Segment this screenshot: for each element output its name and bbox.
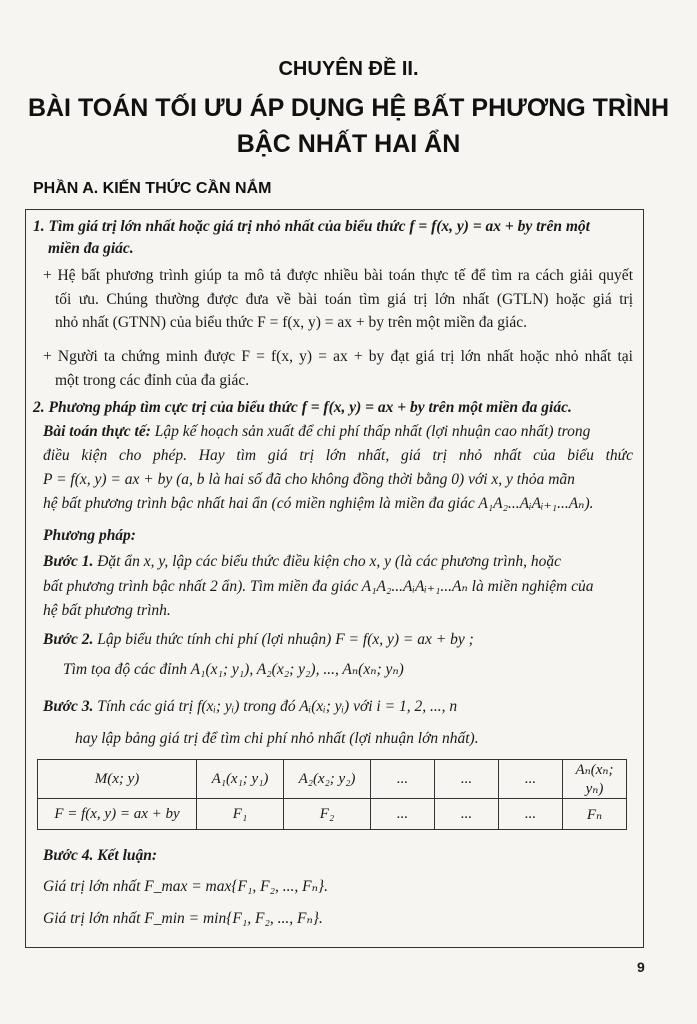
step4-label-text: Bước 4. Kết luận: (43, 847, 158, 864)
step3-line2: hay lập bảng giá trị để tìm chi phí nhỏ nhất (lợi nhuận lớn nhất). (75, 730, 479, 747)
step2-line1 (43, 630, 474, 650)
step1-line3: hệ bất phương trình. (43, 602, 171, 619)
step4-label (43, 846, 157, 866)
table-cell: Aₙ(xₙ; yₙ) (563, 760, 627, 799)
title-line-1: BÀI TOÁN TỐI ƯU ÁP DỤNG HỆ BẤT PHƯƠNG TRÌNH (27, 94, 670, 122)
value-table (37, 759, 627, 830)
step2-line2: Tìm tọa độ các đỉnh A₁(x₁; y₁), A₂(x₂; y₂), ..., Aₙ(xₙ; yₙ) (63, 661, 404, 678)
min-line: Giá trị lớn nhất F_min = min{F₁, F₂, ..., Fₙ}. (43, 910, 323, 927)
item1-para2-line1: + Người ta chứng minh được F = f(x, y) = ax + by đạt giá trị lớn nhất hoặc nhỏ nhất tại (43, 348, 633, 365)
item1-para1-line3: nhỏ nhất (GTNN) của biểu thức F = f(x, y) = ax + by trên một miền đa giác. (55, 314, 527, 331)
item1-para2-line2: một trong các đỉnh của đa giác. (55, 372, 250, 389)
real-problem-line3: P = f(x, y) = ax + by (a, b là hai số đã cho không đồng thời bằng 0) với x, y thỏa mãn (43, 471, 575, 488)
table-cell: M(x; y) (38, 760, 197, 799)
table-cell: ... (435, 760, 499, 799)
max-line: Giá trị lớn nhất F_max = max{F₁, F₂, ..., Fₙ}. (43, 878, 328, 895)
item1-para1-line2: tối ưu. Chúng thường được đưa về bài toán tìm giá trị lớn nhất (GTLN) hoặc giá trị (55, 291, 633, 308)
table-cell: ... (371, 799, 435, 830)
item1-heading-line1: 1. Tìm giá trị lớn nhất hoặc giá trị nhỏ nhất của biểu thức f = f(x, y) = ax + by trên một (33, 218, 590, 235)
section-a-heading: PHẦN A. KIẾN THỨC CẦN NẮM (33, 180, 272, 197)
step1-line1 (43, 552, 561, 572)
real-problem-label: Bài toán thực tế: (43, 423, 151, 440)
real-problem-line4: hệ bất phương trình bậc nhất hai ẩn (có miền nghiệm là miền đa giác A₁A₂...AᵢAᵢ₊₁...Aₙ). (43, 495, 594, 512)
table-cell: A₂(x₂; y₂) (284, 760, 371, 799)
real-problem-text: Lập kế hoạch sản xuất để chi phí thấp nhất (lợi nhuận cao nhất) trong (150, 423, 591, 440)
step1-label: Bước 1. (43, 553, 94, 570)
step2-label: Bước 2. (43, 631, 94, 648)
step2-text: Lập biểu thức tính chi phí (lợi nhuận) F = f(x, y) = ax + by ; (93, 631, 474, 648)
table-cell: ... (371, 760, 435, 799)
step1-line2: bất phương trình bậc nhất 2 ẩn). Tìm miền đa giác A₁A₂...AᵢAᵢ₊₁...Aₙ là miền nghiệm của (43, 578, 594, 595)
item1-heading-line2: miền đa giác. (48, 240, 134, 257)
table-cell: F₂ (284, 799, 371, 830)
item2-heading: 2. Phương pháp tìm cực trị của biểu thức f = f(x, y) = ax + by trên một miền đa giác. (33, 399, 572, 416)
table-cell: F₁ (197, 799, 284, 830)
table-cell: F = f(x, y) = ax + by (38, 799, 197, 830)
step3-line1 (43, 697, 457, 717)
table-row (38, 799, 627, 830)
table-row (38, 760, 627, 799)
step1-text: Đặt ẩn x, y, lập các biểu thức điều kiện cho x, y (là các phương trình, hoặc (93, 553, 561, 570)
method-label: Phương pháp: (43, 527, 136, 544)
table-cell: A₁(x₁; y₁) (197, 760, 284, 799)
page-number: 9 (637, 959, 645, 975)
step3-label: Bước 3. (43, 698, 94, 715)
table-cell: ... (435, 799, 499, 830)
table-cell: ... (499, 760, 563, 799)
chapter-label: CHUYÊN ĐỀ II. (278, 58, 419, 80)
table-cell: Fₙ (563, 799, 627, 830)
title-line-2: BẬC NHẤT HAI ẨN (236, 130, 461, 158)
item1-para1-line1: + Hệ bất phương trình giúp ta mô tả được nhiều bài toán thực tế để tìm ra cách giải quyết (43, 267, 633, 284)
real-problem-line2: điều kiện cho phép. Hay tìm giá trị lớn nhất, giá trị nhỏ nhất của biểu thức (43, 447, 633, 464)
real-problem-line1 (43, 422, 633, 442)
step3-text: Tính các giá trị f(xᵢ; yᵢ) trong đó Aᵢ(xᵢ; yᵢ) với i = 1, 2, ..., n (93, 698, 458, 715)
table-cell: ... (499, 799, 563, 830)
page-title (0, 90, 697, 162)
